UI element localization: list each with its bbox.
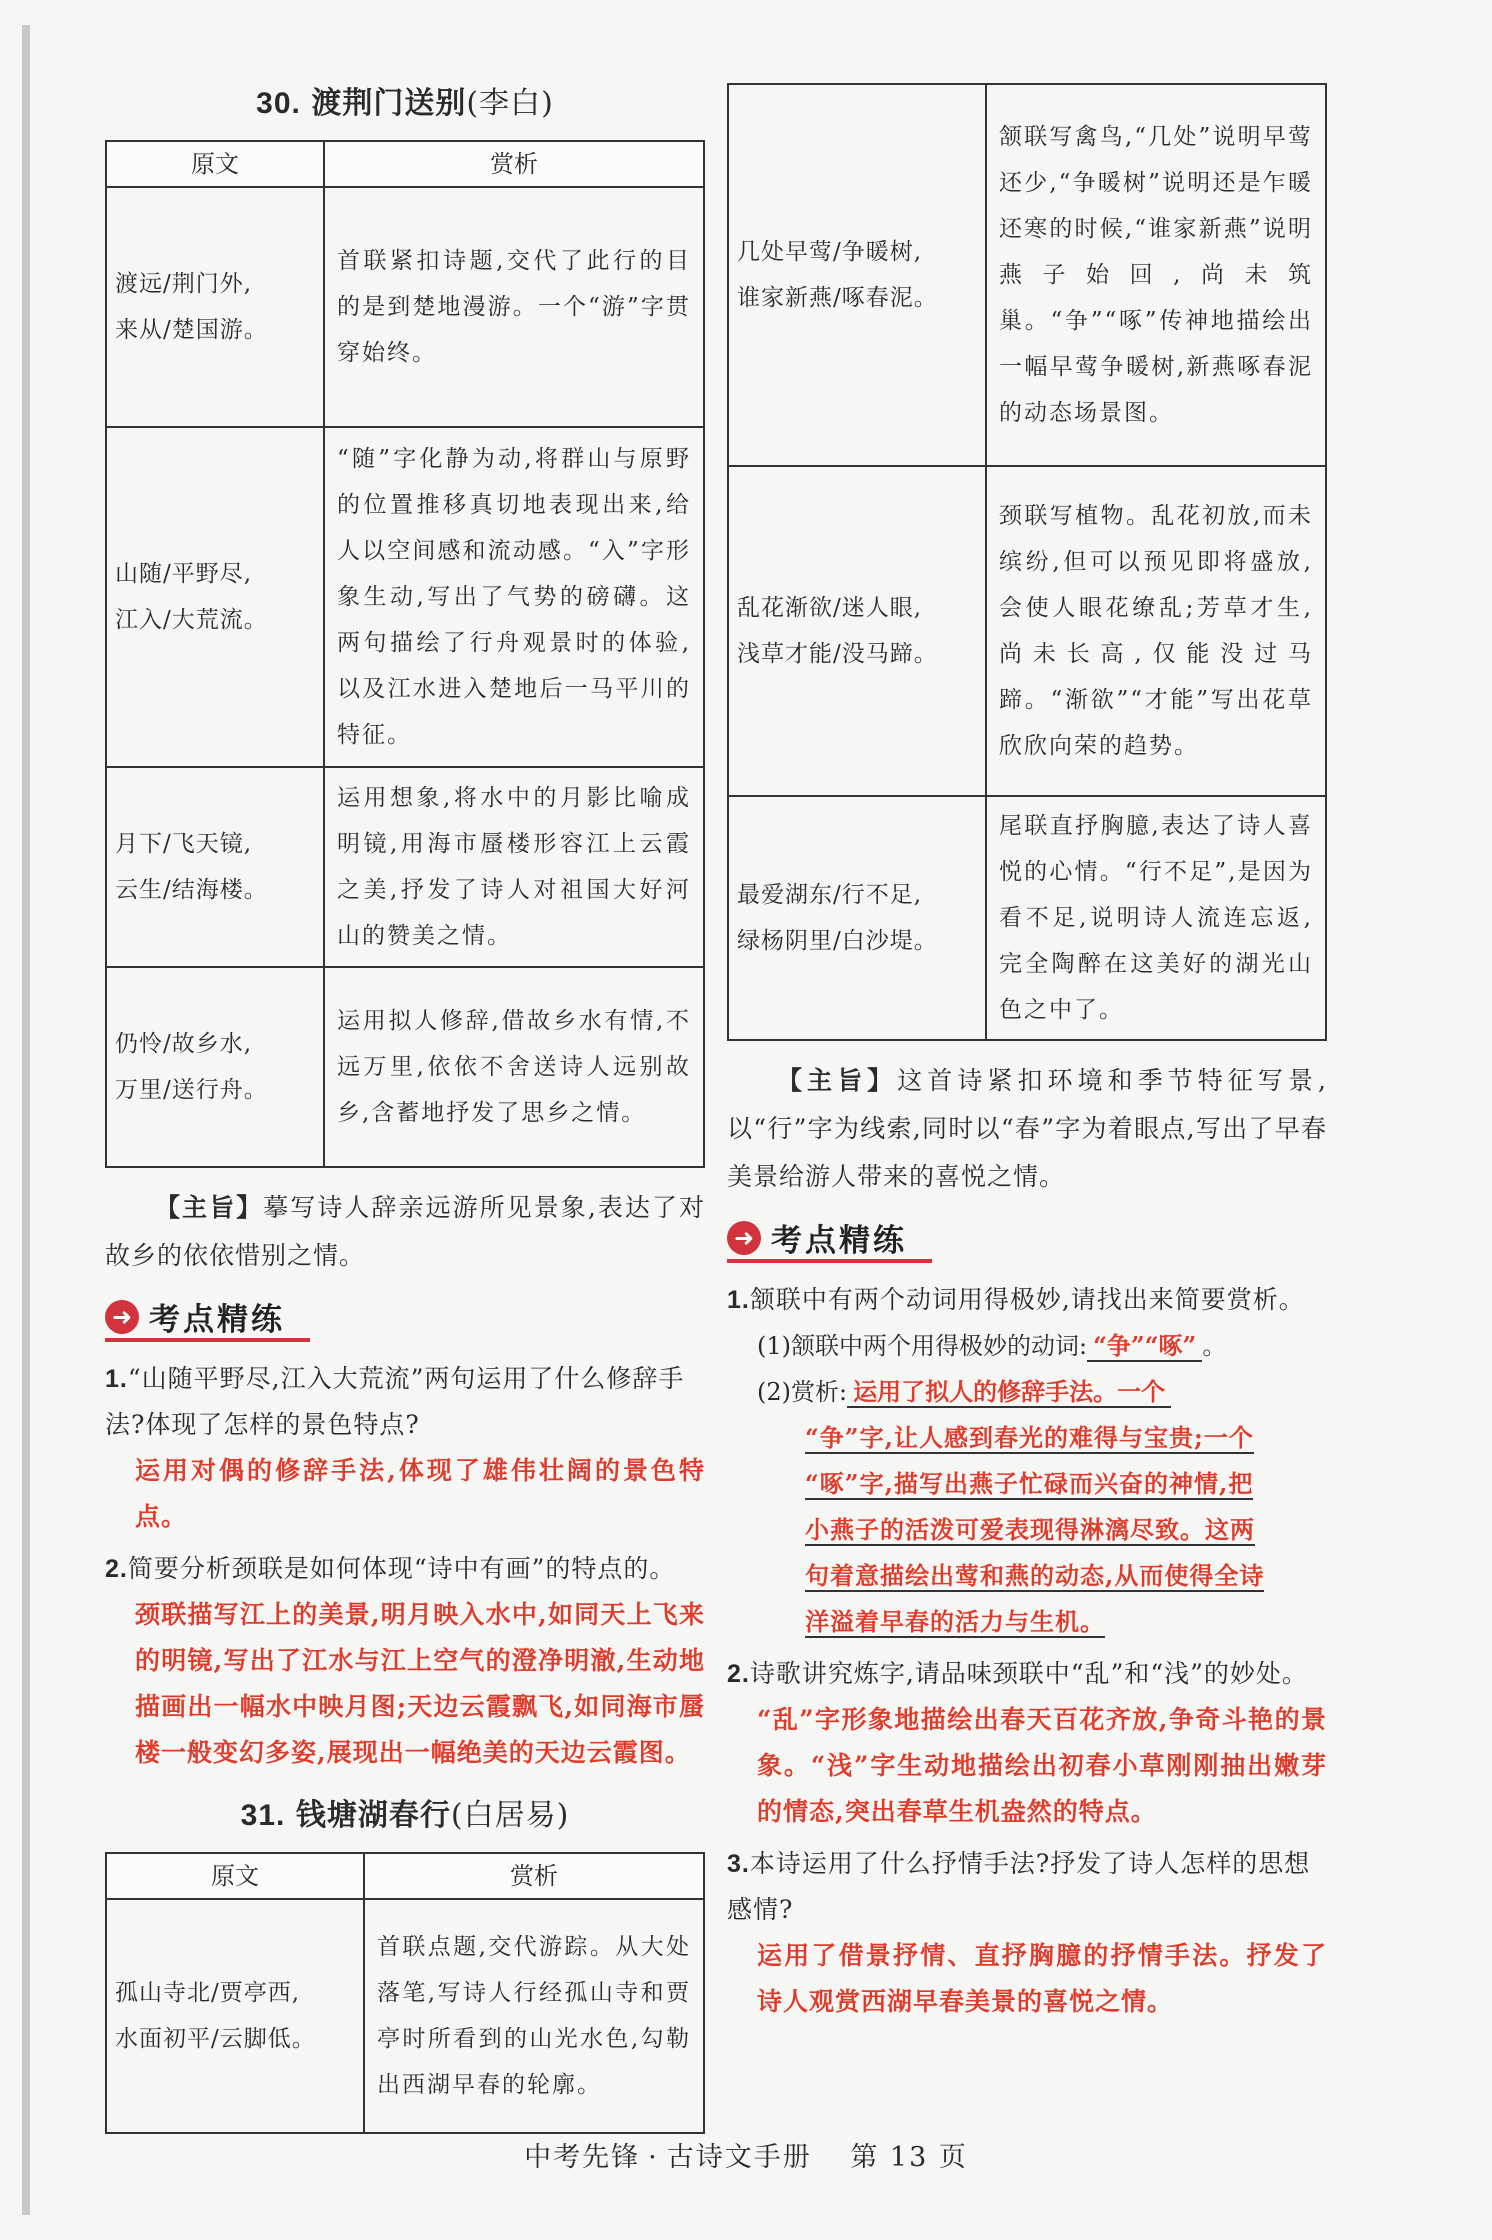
sub-question-2: (2)赏析: 运用了拟人的修辞手法。一个 (727, 1369, 1327, 1415)
poem-31-title: 31. 钱塘湖春行(白居易) (240, 1798, 570, 1833)
header-original: 原文 (106, 141, 324, 187)
analysis-cell: 颈联写植物。乱花初放,而未缤纷,但可以预见即将盛放,会使人眼花缭乱;芳草才生,尚未长高,仅能没过马蹄。“渐欲”“才能”写出花草欣欣向荣的趋势。 (986, 466, 1326, 796)
poem-author: (李白) (466, 86, 554, 121)
original-cell: 仍怜/故乡水, 万里/送行舟。 (106, 967, 324, 1167)
analysis-cell: 首联点题,交代游踪。从大处落笔,写诗人行经孤山寺和贾亭时所看到的山光水色,勾勒出西湖早春的轮廓。 (364, 1899, 704, 2133)
table-row (106, 187, 704, 427)
sub-question-1: (1)颔联中两个用得极妙的动词: “争”“啄” 。 (757, 1331, 1227, 1360)
page-footer: 中考先锋 · 古诗文手册 第 13 页 (524, 2142, 968, 2173)
left-column (105, 78, 705, 2134)
section-header: ➜ 考点精练 (105, 1292, 705, 1344)
question-2: 2.简要分析颈联是如何体现“诗中有画”的特点的。 (105, 1554, 676, 1583)
theme-paragraph: 【主旨】这首诗紧扣环境和季节特征写景,以“行”字为线索,同时以“春”字为着眼点,写出了早春美景给游人带来的喜悦之情。 (727, 1066, 1327, 1191)
question-2: 2.诗歌讲究炼字,请品味颈联中“乱”和“浅”的妙处。 (727, 1659, 1308, 1688)
analysis-cell: 运用想象,将水中的月影比喻成明镜,用海市蜃楼形容江上云霞之美,抒发了诗人对祖国大好河山的赞美之情。 (324, 767, 704, 967)
table-row (106, 427, 704, 767)
analysis-cell: “随”字化静为动,将群山与原野的位置推移真切地表现出来,给人以空间感和流动感。“入”字形象生动,写出了气势的磅礴。这两句描绘了行舟观景时的体验,以及江水进入楚地后一马平川的特征。 (324, 427, 704, 767)
book-title: 中考先锋 (524, 2142, 641, 2173)
answer-2: “乱”字形象地描绘出春天百花齐放,争奇斗艳的景象。“浅”字生动地描绘出初春小草刚刚抽出嫩芽的情态,突出春草生机盎然的特点。 (757, 1705, 1327, 1826)
question-1: 1.“山随平野尽,江入大荒流”两句运用了什么修辞手法?体现了怎样的景色特点? (105, 1364, 685, 1439)
poem-30-title (105, 78, 705, 122)
table-row (728, 84, 1326, 466)
table-row (106, 767, 704, 967)
original-cell: 渡远/荆门外, 来从/楚国游。 (106, 187, 324, 427)
original-cell: 月下/飞天镜, 云生/结海楼。 (106, 767, 324, 967)
section-header: ➜ 考点精练 (727, 1213, 1327, 1265)
analysis-cell: 尾联直抒胸臆,表达了诗人喜悦的心情。“行不足”,是因为看不足,说明诗人流连忘返,完全陶醉在这美好的湖光山色之中了。 (986, 796, 1326, 1040)
right-arrow-circle-icon: ➜ (727, 1221, 761, 1255)
question-1: 1.颔联中有两个动词用得极妙,请找出来简要赏析。 (727, 1285, 1305, 1314)
poem-30-table (105, 140, 705, 1168)
poem-31-table-continued (727, 83, 1327, 1041)
analysis-cell: 首联紧扣诗题,交代了此行的目的是到楚地漫游。一个“游”字贯穿始终。 (324, 187, 704, 427)
answer-blank: 运用了拟人的修辞手法。一个 (847, 1377, 1171, 1408)
answer-2: 颈联描写江上的美景,明月映入水中,如同天上飞来的明镜,写出了江水与江上空气的澄净明澈,生动地描画出一幅水中映月图;天边云霞飘飞,如同海市蜃楼一般变幻多姿,展现出一幅绝美的天边云霞图。 (135, 1600, 705, 1767)
book-subtitle: 古诗文手册 (666, 2142, 812, 2173)
table-row (728, 466, 1326, 796)
original-cell: 几处早莺/争暖树, 谁家新燕/啄春泥。 (728, 84, 986, 466)
original-cell: 孤山寺北/贾亭西, 水面初平/云脚低。 (106, 1899, 364, 2133)
header-analysis: 赏析 (364, 1853, 704, 1899)
analysis-cell: 运用拟人修辞,借故乡水有情,不远万里,依依不舍送诗人远别故乡,含蓄地抒发了思乡之情。 (324, 967, 704, 1167)
right-column (727, 83, 1327, 2031)
answer-1: 运用对偶的修辞手法,体现了雄伟壮阔的景色特点。 (135, 1456, 705, 1531)
header-original: 原文 (106, 1853, 364, 1899)
original-cell: 乱花渐欲/迷人眼, 浅草才能/没马蹄。 (728, 466, 986, 796)
question-3: 3.本诗运用了什么抒情手法?抒发了诗人怎样的思想感情? (727, 1849, 1311, 1924)
table-row (106, 1899, 704, 2133)
theme-paragraph: 【主旨】摹写诗人辞亲远游所见景象,表达了对故乡的依依惜别之情。 (105, 1193, 705, 1270)
table-row (728, 796, 1326, 1040)
answer-3: 运用了借景抒情、直抒胸臆的抒情手法。抒发了诗人观赏西湖早春美景的喜悦之情。 (757, 1941, 1327, 2016)
answer-block: “争”字,让人感到春光的难得与宝贵;一个 “啄”字,描写出燕子忙碌而兴奋的神情,把 小燕子的活泼可爱表现得淋漓尽致。这两 句着意描绘出莺和燕的动态,从而使得全诗 洋溢着早春的活力与生机。 (805, 1423, 1265, 1636)
page-edge (22, 25, 30, 2215)
section-underline (105, 1338, 310, 1342)
original-cell: 最爱湖东/行不足, 绿杨阴里/白沙堤。 (728, 796, 986, 1040)
analysis-cell: 颔联写禽鸟,“几处”说明早莺还少,“争暖树”说明还是乍暖还寒的时候,“谁家新燕”说明燕子始回,尚未筑巢。“争”“啄”传神地描绘出一幅早莺争暖树,新燕啄春泥的动态场景图。 (986, 84, 1326, 466)
original-cell: 山随/平野尽, 江入/大荒流。 (106, 427, 324, 767)
table-row (106, 967, 704, 1167)
poem-name: 渡荆门送别 (311, 86, 467, 121)
page-number: 第 13 页 (850, 2142, 968, 2173)
poem-number: 30. (256, 87, 301, 120)
header-analysis: 赏析 (324, 141, 704, 187)
right-arrow-circle-icon: ➜ (105, 1300, 139, 1334)
section-underline (727, 1259, 932, 1263)
answer-blank: “争”“啄” (1087, 1331, 1202, 1362)
poem-31-table (105, 1852, 705, 2134)
